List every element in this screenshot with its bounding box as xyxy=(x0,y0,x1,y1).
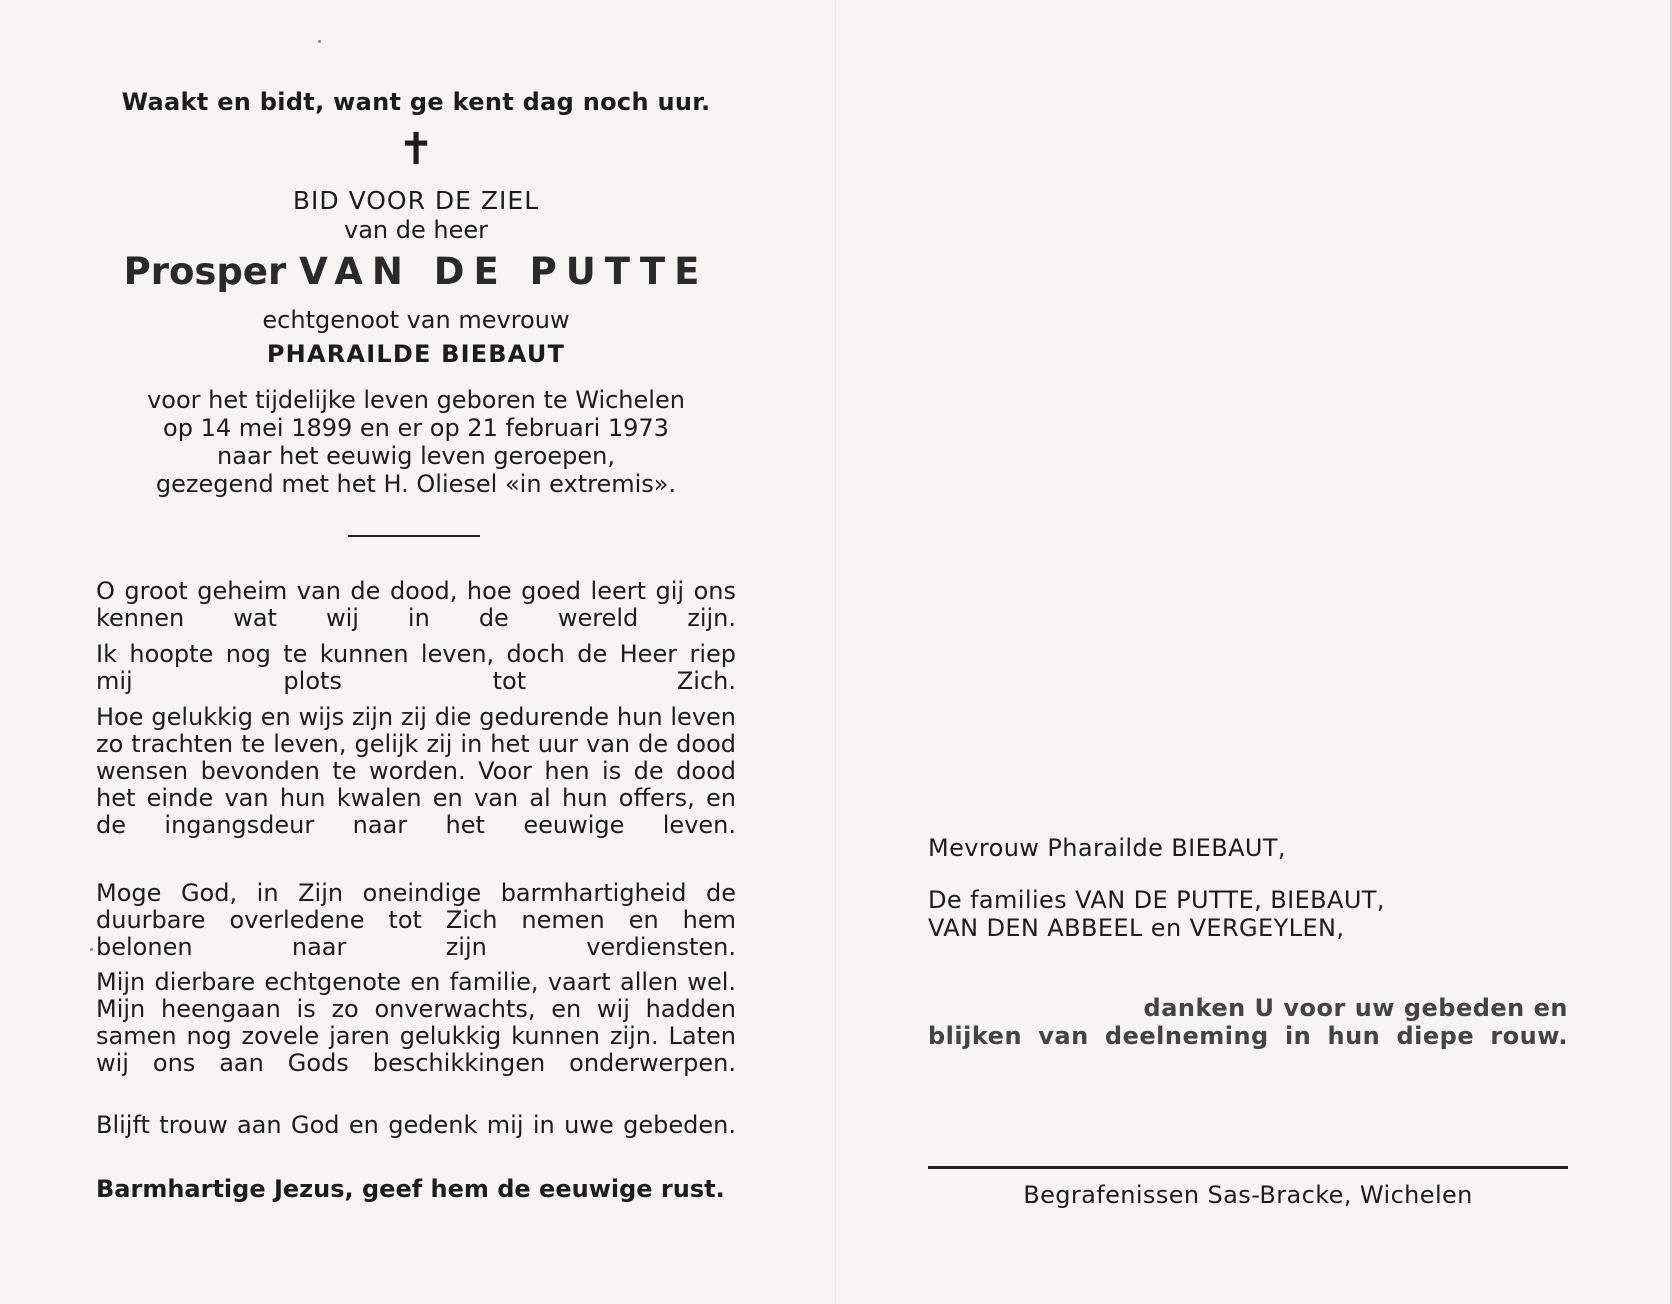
spouse-name: PHARAILDE BIEBAUT xyxy=(266,340,566,368)
prayer-request: BID VOOR DE ZIEL xyxy=(292,186,540,215)
thanks-line: danken U voor uw gebeden en xyxy=(1143,994,1568,1022)
undertaker-credit: Begrafenissen Sas-Bracke, Wichelen xyxy=(1023,1181,1473,1209)
deceased-name xyxy=(96,250,736,293)
bio-line: naar het eeuwig leven geroepen, xyxy=(217,442,615,470)
spouse-label: echtgenoot van mevrouw xyxy=(262,306,570,334)
paper-speck xyxy=(90,948,93,951)
motto: Waakt en bidt, want ge kent dag noch uur. xyxy=(121,88,711,116)
widow-line: Mevrouw Pharailde BIEBAUT, xyxy=(928,834,1286,862)
paragraph: Mijn dierbare echtgenote en familie, vaart allen wel. Mijn heengaan is zo onverwachts, en wij hadden samen nog zovele jaren gelukkig kunnen zijn. Laten wij ons aan Gods beschikkingen onderwerpen. xyxy=(96,968,736,1077)
bio-line: voor het tijdelijke leven geboren te Wichelen xyxy=(147,386,685,414)
paper-speck xyxy=(318,40,321,43)
footer-rule xyxy=(928,1166,1568,1169)
bio-line: gezegend met het H. Oliesel «in extremis». xyxy=(155,470,677,498)
divider xyxy=(348,535,480,537)
families-line: VAN DEN ABBEEL en VERGEYLEN, xyxy=(928,914,1345,942)
paragraph: Hoe gelukkig en wijs zijn zij die gedurende hun leven zo trachten te leven, gelijk zij in het uur van de dood wensen bevonden te worden. Voor hen is de dood het einde van hun kwalen en van al hun offers, en de ingangsdeur naar het eeuwige leven. xyxy=(96,703,736,839)
latin-cross-icon: ✝ xyxy=(397,124,435,175)
paragraph: Blijft trouw aan God en gedenk mij in uwe gebeden. xyxy=(96,1111,736,1139)
paragraph: Moge God, in Zijn oneindige barmhartigheid de duurbare overledene tot Zich nemen en hem belonen naar zijn verdiensten. xyxy=(96,879,736,961)
bio-line: op 14 mei 1899 en er op 21 februari 1973 xyxy=(163,414,669,442)
deceased-surname: VAN DE PUTTE xyxy=(299,250,709,293)
deceased-first-name: Prosper xyxy=(123,250,287,293)
card-fold xyxy=(835,0,836,1304)
thanks-message xyxy=(928,994,1568,1050)
families-line: De families VAN DE PUTTE, BIEBAUT, xyxy=(928,886,1385,914)
thanks-line: blijken van deelneming in hun diepe rouw. xyxy=(928,1022,1568,1050)
closing-prayer: Barmhartige Jezus, geef hem de eeuwige rust. xyxy=(96,1175,725,1203)
paragraph: Ik hoopte nog te kunnen leven, doch de Heer riep mij plots tot Zich. xyxy=(96,640,736,695)
paragraph: O groot geheim van de dood, hoe goed leert gij ons kennen wat wij in de wereld zijn. xyxy=(96,577,736,632)
biography xyxy=(96,386,736,498)
families xyxy=(928,886,1385,942)
title-line: van de heer xyxy=(344,216,488,244)
